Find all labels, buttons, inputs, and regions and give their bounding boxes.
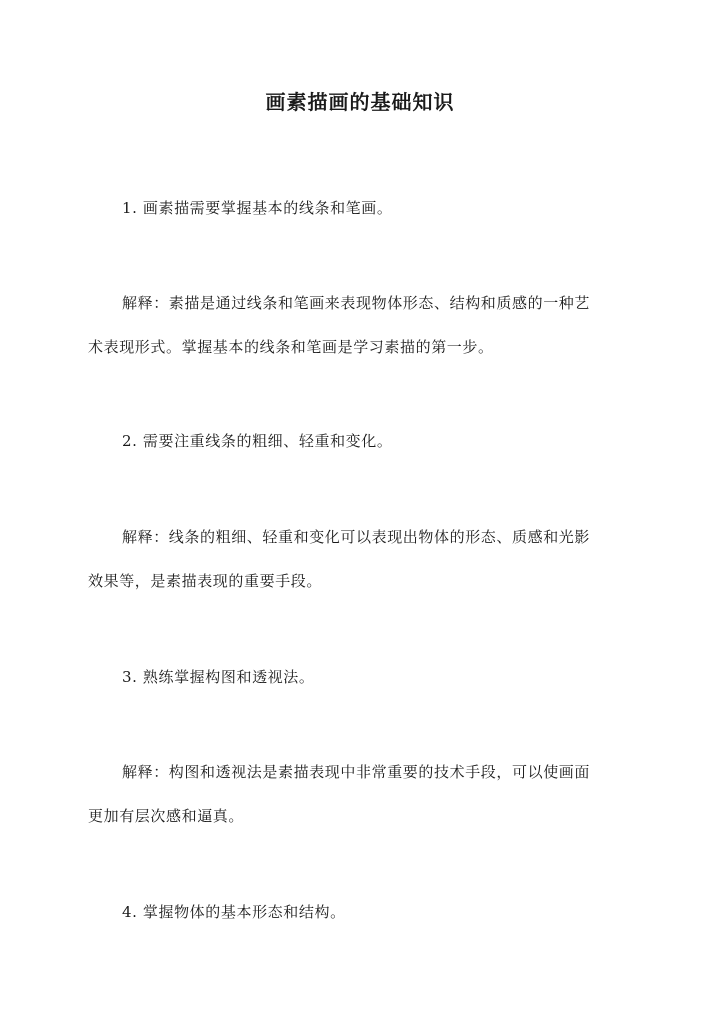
section-4-heading: 4. 掌握物体的基本形态和结构。 xyxy=(122,903,346,921)
section-1-explanation-line-2: 术表现形式。掌握基本的线条和笔画是学习素描的第一步。 xyxy=(88,338,494,356)
section-2-heading: 2. 需要注重线条的粗细、轻重和变化。 xyxy=(122,432,393,450)
section-2-explanation-line-2: 效果等，是素描表现的重要手段。 xyxy=(88,572,323,590)
section-1-explanation-line-1: 解释：素描是通过线条和笔画来表现物体形态、结构和质感的一种艺 xyxy=(122,294,591,312)
section-3-explanation-line-2: 更加有层次感和逼真。 xyxy=(88,807,245,825)
section-1-heading: 1. 画素描需要掌握基本的线条和笔画。 xyxy=(122,199,393,217)
document-title: 画素描画的基础知识 xyxy=(265,90,455,114)
section-2-explanation-line-1: 解释：线条的粗细、轻重和变化可以表现出物体的形态、质感和光影 xyxy=(122,528,591,546)
section-3-explanation-line-1: 解释：构图和透视法是素描表现中非常重要的技术手段，可以使画面 xyxy=(122,763,591,781)
section-3-heading: 3. 熟练掌握构图和透视法。 xyxy=(122,668,315,686)
